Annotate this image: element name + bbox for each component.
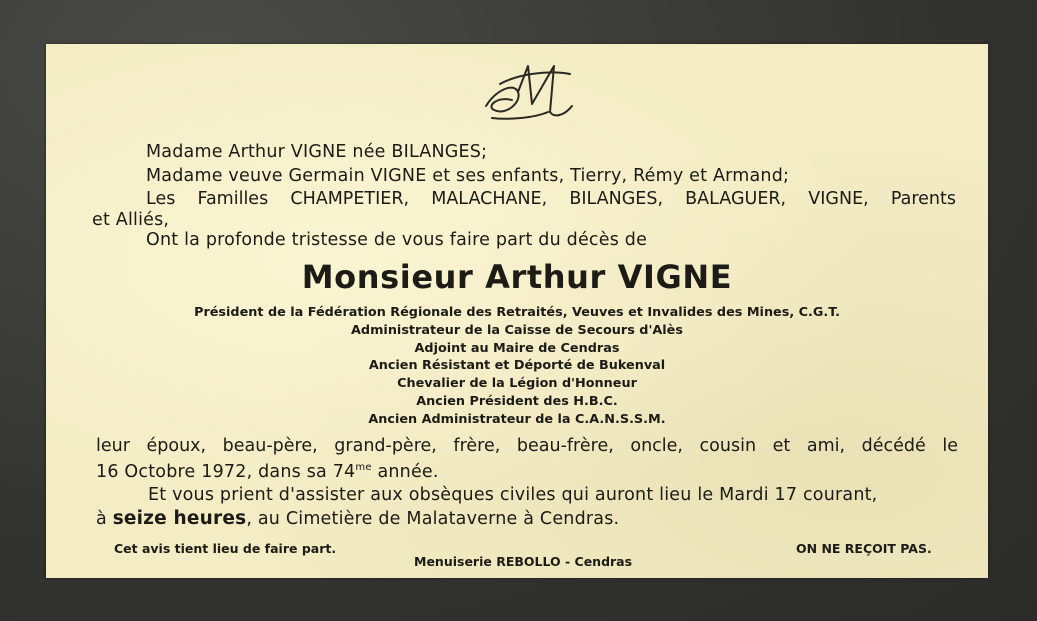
funeral-line-2 (96, 509, 619, 529)
deceased-title: Chevalier de la Légion d'Honneur (397, 376, 637, 392)
deceased-title: Ancien Président des H.B.C. (416, 393, 618, 409)
deceased-titles-list (46, 304, 988, 429)
funeral-place: , au Cimetière de Malataverne à Cendras. (246, 509, 620, 529)
funeral-line-1: Et vous prient d'assister aux obsèques civiles qui auront lieu le Mardi 17 courant, (148, 485, 878, 505)
footer-printer: Menuiserie REBOLLO - Cendras (414, 554, 633, 569)
announcement-line: Ont la profonde tristesse de vous faire part du décès de (146, 230, 648, 250)
relation-line-2 (96, 458, 439, 482)
funeral-prefix: à (96, 509, 113, 529)
deceased-title: Administrateur de la Caisse de Secours d'Alès (351, 322, 683, 338)
family-line-4: et Alliés, (92, 210, 170, 230)
family-line-2: Madame veuve Germain VIGNE et ses enfants, Tierry, Rémy et Armand; (146, 166, 790, 186)
monogram-m-logo (478, 60, 578, 124)
relation-date-text: 16 Octobre 1972, dans sa 74 (96, 461, 356, 482)
deceased-title: Ancien Administrateur de la C.A.N.S.S.M. (368, 411, 666, 427)
deceased-title: Adjoint au Maire de Cendras (414, 340, 620, 356)
deceased-title: Ancien Résistant et Déporté de Bukenval (368, 358, 666, 374)
relation-line-1: leur époux, beau-père, grand-père, frère, beau-frère, oncle, cousin et ami, décédé le (96, 436, 958, 456)
family-line-1: Madame Arthur VIGNE née BILANGES; (146, 142, 488, 162)
footer-notice-left: Cet avis tient lieu de faire part. (114, 541, 337, 556)
ordinal-suffix: me (355, 462, 372, 473)
death-notice-card (46, 44, 988, 578)
footer-notice-right: ON NE REÇOIT PAS. (796, 541, 932, 556)
funeral-time: seize heures (112, 508, 247, 529)
deceased-title: Président de la Fédération Régionale des Retraités, Veuves et Invalides des Mines, C.G.T. (194, 305, 840, 320)
family-line-3: Les Familles CHAMPETIER, MALACHANE, BILANGES, BALAGUER, VIGNE, Parents (146, 189, 956, 209)
relation-annee-text: année. (371, 461, 439, 482)
deceased-name: Monsieur Arthur VIGNE (301, 258, 733, 296)
